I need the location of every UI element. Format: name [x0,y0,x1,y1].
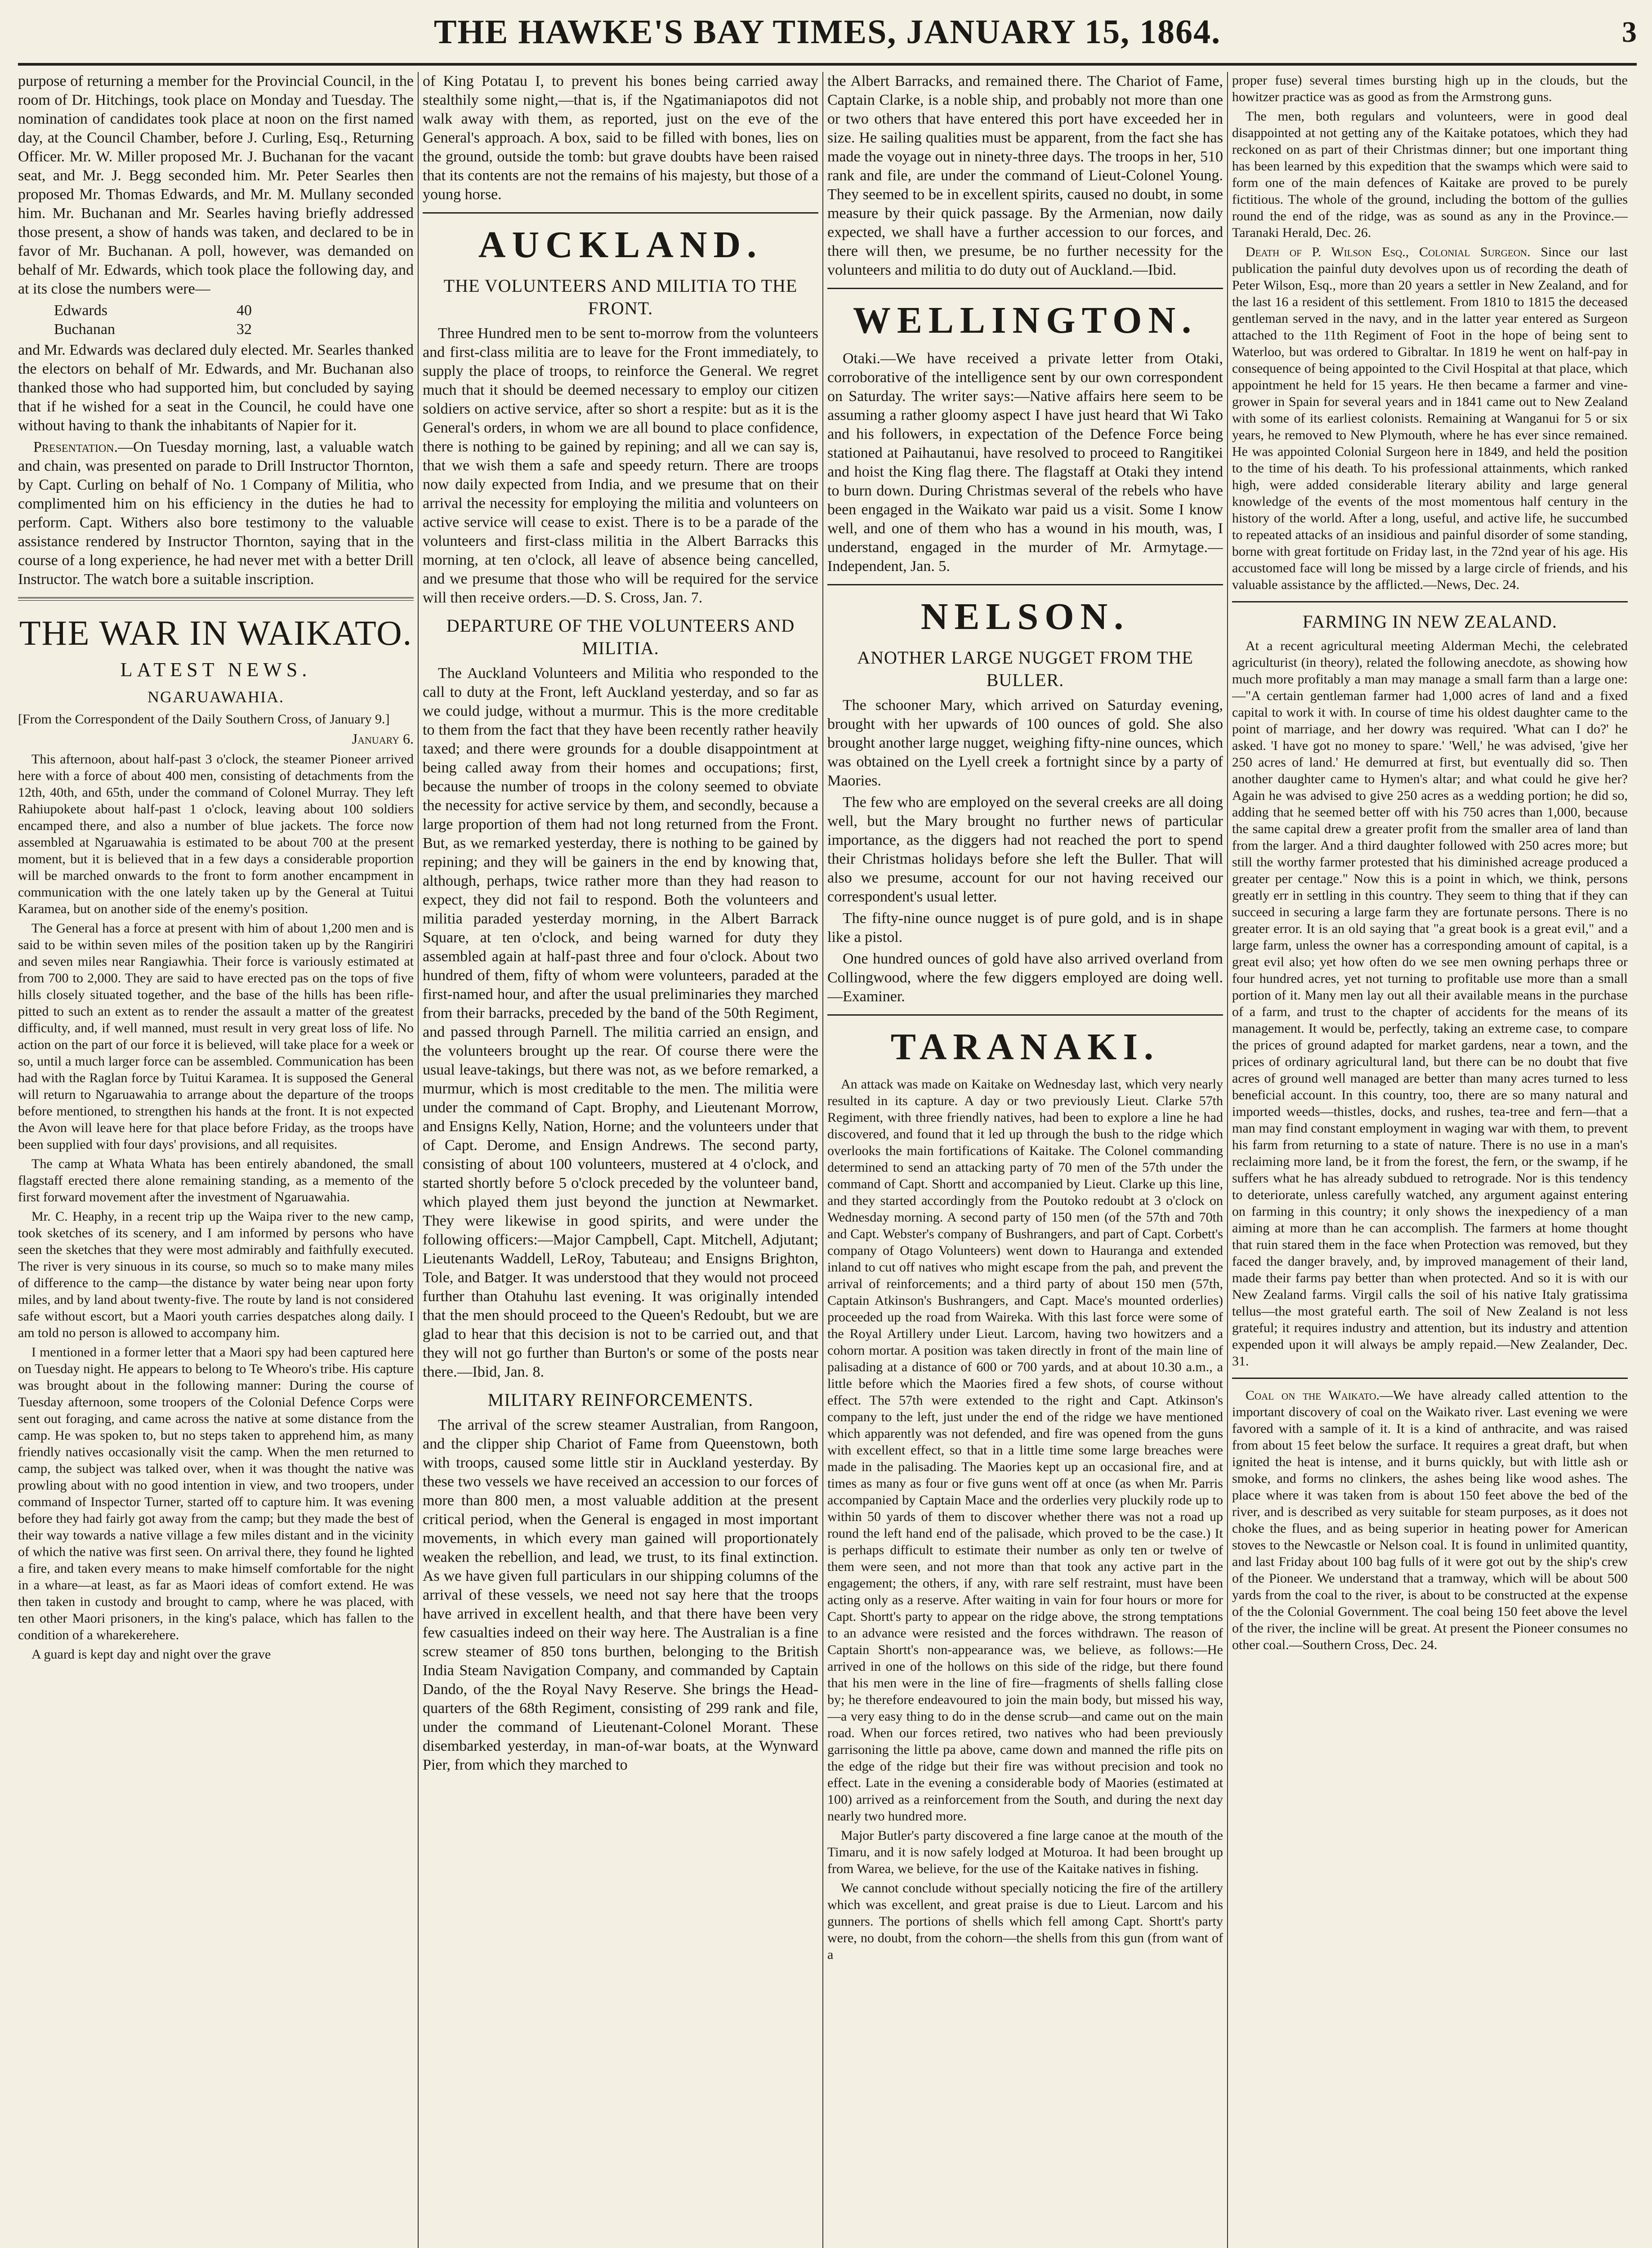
article-paragraph: The few who are employed on the several creeks are all doing well, but the Mary brought no further news of particular importance, as the diggers had not reached the port to spend their Christmas holidays before she left the Buller. That will also we presume, account for our not having received our correspondent's usual letter. [827,794,1223,905]
candidate-name: Edwards [54,302,107,319]
poll-results [54,301,414,339]
section-rule [1232,601,1628,602]
column-1 [18,72,414,2248]
item-lead: Coal on the Waikato. [1246,1388,1380,1403]
dateline: January 6. [352,731,414,747]
election-article-continued: and Mr. Edwards was declared duly elected. Mr. Searles thanked the electors on behalf of Mr. Edwards, and Mr. Buchanan also thanked those who had supported him, but concluded by saying that if he wished for a seat in the Council, he could have one without having to thank the inhabitants of Napier for it. [18,342,414,434]
war-paragraph-continued: of King Potatau I, to prevent his bones being carried away stealthily some night,—that is, if the Ngatimaniapotos did not walk away with them, as reported, just on the eve of the General's approach. A box, said to be filled with bones, lies on the ground, outside the tomb: but grave doubts have been raised that its contents are not the remains of his majesty, but those of a young horse. [423,73,818,203]
poll-row [54,320,252,339]
column-rule [418,72,419,2248]
article-paragraph: Otaki.—We have received a private letter from Otaki, corroborative of the intelligence sent by our own correspondent on Saturday. The writer says:—Native affairs here seem to be assuming a rather gloomy aspect I have just heard that Wi Tako and his followers, in expectation of the Defence Force being stationed at Paihautanui, have resolved to proceed to Rangitikei and hoist the King flag there. The flagstaff at Otaki they intend to burn down. During Christmas several of the rebels who have been engaged in the Waikato war paid us a visit. Some I know well, and one of them who has a wound in his mouth, was, I understand, engaged in the murder of Mr. Armytage.—Independent, Jan. 5. [827,350,1223,575]
article-continued: the Albert Barracks, and remained there. The Chariot of Fame, Captain Clarke, is a noble ship, and probably not more than one or two others that have entered this port have exceeded her in size. He sailing qualities must be apparent, from the fact she has made the voyage out in ninety-three days. The troops in her, 510 rank and file, are under the command of Lieut-Colonel Young. They seemed to be in excellent spirits, caused no doubt, in some measure by their quick passage. By the Armenian, now daily expected, we shall have a further accession to our forces, and there will then, we presume, be no further necessity for the volunteers and militia to do duty out of Auckland.—Ibid. [827,73,1223,278]
section-rule [18,597,414,601]
article-heading: THE VOLUNTEERS AND MILITIA TO THE FRONT. [443,276,798,318]
war-paragraph: Mr. C. Heaphy, in a recent trip up the Waipa river to the new camp, took sketches of its scenery, and I am informed by persons who have seen the sketches that they were most admirably and faithfully executed. The river is very sinuous in its course, so much so to make many miles of difference to the camp—the distance by water being near upon forty miles, and by land about twenty-five. The route by land is not considered safe without escort, but a Maori youth carries despatches along daily. I am told no person is allowed to accompany him. [18,1209,414,1340]
item-lead: Presentation. [33,439,118,455]
column-rule [1227,72,1228,2248]
column-rule [822,72,823,2248]
byline: [From the Correspondent of the Daily Southern Cross, of January 9.] [18,712,390,727]
war-paragraph: The camp at Whata Whata has been entirely abandoned, the small flagstaff erected there alone remaining standing, as a memento of the first forward movement after the investment of Ngaruawahia. [18,1156,414,1204]
item-text: Since our last publication the painful duty devolves upon us of recording the death of Peter Wilson, Esq., more than 20 years a settler in New Zealand, and for the last 16 a resident of this settlement. From 1810 to 1815 the deceased gentleman served in the navy, and in the latter year entered as Surgeon attached to the 11th Regiment of Foot in the hope of being sent to Waterloo, but was ordered to Gibraltar. In 1819 he went on half-pay in consequence of being appointed to the Civil Hospital at that place, which appointment he held for 15 years. He then became a farmer and vine-grower in Spain for several years and in 1841 came out to New Zealand with some of its earliest colonists. Remaining at Wanganui for 5 or six years, he removed to New Plymouth, where he has ever since remained. He was appointed Colonial Surgeon here in 1849, and held the position to the time of his death. To his professional attainments, which ranked high, were added considerable literary ability and large general knowledge of the events of the most momentous half century in the history of the world. After a long, useful, and active life, he succumbed to repeated attacks of an insidious and painful disorder of some standing, borne with great fortitude on Friday last, in the 72nd year of his age. His accustomed face will long be missed by a large circle of friends, and his valuable assistance by the afflicted.—News, Dec. 24. [1232,245,1628,592]
war-paragraph: A guard is kept day and night over the grave [31,1647,271,1662]
column-2 [423,72,818,2248]
article-heading: FARMING IN NEW ZEALAND. [1303,611,1557,632]
article-paragraph: The fifty-nine ounce nugget is of pure gold, and is in shape like a pistol. [827,910,1223,946]
article-paragraph: We cannot conclude without specially noticing the fire of the artillery which was excellent, and great praise is due to Lieut. Larcom and his gunners. The portions of shells which fell among Capt. Shortt's party were, no doubt, from the cohorn—the shells from this gun (from want of a [827,1881,1223,1962]
article-paragraph: An attack was made on Kaitake on Wednesday last, which very nearly resulted in its capture. A day or two previously Lieut. Clarke 57th Regiment, with three friendly natives, had been to explore a line he had discovered, and found that it led up through the bush to the ridge which overlooks the main fortifications of Kaitake. The Colonel commanding determined to send an attacking party of 70 men of the 57th under the command of Capt. Shortt and accompanied by Lieut. Clarke up this line, and they started accordingly from the Poutoko redoubt at 3 o'clock on Wednesday morning. A second party of 150 men (of the 57th and 70th and Capt. Webster's company of Bushrangers, and part of Capt. Corbett's company of Otago Volunteers) went down to Hauranga and extended inland to cut off natives who might escape from the pah, and prevent the arrival of reinforcements; and a third party of about 150 men (57th, Captain Atkinson's Bushrangers, and Capt. Mace's mounted orderlies) proceeded up the road from Waireka. With this last force were some of the Royal Artillery under Lieut. Larcom, having two howitzers and a cohorn mortar. A position was taken directly in front of the main line of palisading at a distance of 600 or 700 yards, and at about 10.30 a.m., a little before which the Maories fired a few shots, of course without effect. The 57th were extended to the right and Capt. Atkinson's company to the left, just under the end of the ridge we have mentioned which apparently was not defended, and fire was opened from the guns with excellent effect, so that in a little time some large breaches were made in the palisading. The Maories kept up an occasional fire, and at times as many as four or five guns went off at once (as when Mr. Parris accompanied by Captain Mace and the orderlies very pluckily rode up to within 50 yards of them to discover whether there was not a road up round the left hand end of the palisade, which proved to be the case.) It is perhaps difficult to estimate their number as only ten or twelve of them were seen, and not more than that took any active part in the engagement; the others, if any, with rare self restraint, must have been acting only as a reserve. After waiting in vain for four hours or more for Capt. Shortt's party to appear on the ridge above, the strong temptations to an advance were resisted and the forces withdrawn. The reason of Captain Shortt's non-appearance was, we believe, as follows:—He arrived in one of the hollows on this side of the ridge, but there found that his men were in the line of fire—fragments of shells falling close by; he therefore endeavoured to join the main body, but missed his way,—a very easy thing to do in the dense scrub—and came out on the main road. When our forces retired, two natives who had been previously garrisoning the little pa above, came down and manned the rifle pits on the edge of the ridge but their fire was without precision and took no effect. Late in the evening a considerable body of Maories (estimated at 100) arrived as a reinforcement from the South, and during the next day nearly two hundred more. [827,1077,1223,1824]
article-heading: MILITARY REINFORCEMENTS. [487,1390,754,1410]
article-heading: ANOTHER LARGE NUGGET FROM THE BULLER. [857,647,1193,690]
item-lead: Death of P. Wilson Esq., Colonial Surgeon. [1246,245,1531,259]
item-text: —We have already called attention to the important discovery of coal on the Waikato river. Last evening we were favored with a sample of it. It is a kind of anthracite, and was raised from about 15 feet below the surface. It requires a great draft, but when ignited the heat is intense, and it burns quickly, but with little ash or smoke, and forms no clinkers, the ashes being like wood ashes. The place where it was taken from is about 150 feet above the bed of the river, and is described as very suitable for steam purposes, as it does not choke the flues, and as being superior in heating power for American stoves to the Newcastle or Nelson coal. It is found in unlimited quantity, and last Friday about 100 bag fulls of it were got out by the ship's crew of the Pioneer. We understand that a tramway, which will be about 500 yards from the coal to the river, is about to be constructed at the expense of the the Colonial Government. The coal being 150 feet above the level of the river, the incline will be great. At present the Pioneer consumes no other coal.—Southern Cross, Dec. 24. [1232,1388,1628,1652]
obituary-item [1232,244,1628,593]
war-paragraph: This afternoon, about half-past 3 o'clock, the steamer Pioneer arrived here with a force of about 400 men, consisting of detachments from the 12th, 40th, and 65th, under the command of Colonel Murray. They left Rahiupokete about half-past 1 o'clock, leaving about 100 soldiers encamped there, and also a number of blue jackets. The force now assembled at Ngaruawahia is estimated to be about 700 at the present moment, but it is believed that in a few days a considerable proportion will be marched onwards to the front to form another encampment in communication with the one lately taken up by the General at Tuitui Karamea, but on another side of the enemy's position. [18,752,414,916]
section-heading-wellington: WELLINGTON. [853,299,1198,341]
vote-count: 40 [237,302,252,319]
presentation-item [18,438,414,589]
place-heading: NGARUAWAHIA. [147,688,285,706]
article-heading: DEPARTURE OF THE VOLUNTEERS AND MILITIA. [446,616,795,658]
coal-item [1232,1387,1628,1653]
section-heading-auckland: AUCKLAND. [478,224,763,266]
article-paragraph: At a recent agricultural meeting Alderman Mechi, the celebrated agriculturist (in theory), related the following anecdote, as showing how much more profitably a man may manage a small farm than a large one:—"A certain gentleman farmer had 1,000 acres of land and a fixed capital to work it with. In course of time his oldest daughter came to the point of marriage, and her dowry was required. 'What can I do?' he asked. 'I have got no money to spare.' 'Well,' he was advised, 'give her 250 acres of land.' He demurred at first, but eventually did so. Then another daughter came to Hymen's altar; and what could he give her? Again he was advised to give 250 acres as a wedding portion; he did so, adding that he seemed better off with his 750 acres than 1,000, because the same capital drew a greater profit from the smaller area of land than from the larger. And a third daughter followed with 250 acres more; but still the worthy farmer protested that his diminished acreage produced a greater per centage." Now this is a point in which, we think, persons greatly err in settling in this country. They seem to thing that if they can succeed in securing a large farm they are fortunate persons. There is no greater error. It is an old saying that "a great book is a great evil," and a large farm, unless the owner has a corresponding amount of capital, is a great evil also; yet how often do we see men owning perhaps three or four hundred acres, yet not turning to profitable use more than a small portion of it. Many men lay out all their available means in the purchase of a farm, and trust to the chapter of accidents for the means of its management. It would be, perfectly, taking an extreme case, to compare the prices of ground adapted for market gardens, near a town, and the prices of ordinary agricultural land, but there can be no doubt that five acres of ground well managed are better than many acres turned to less beneficial account. In this country, too, there are so many natural and imported weeds—thistles, docks, and rushes, tea-tree and fern—that a man may find constant employment in waging war with them, to prevent his farm from returning to a state of nature. There is no use in a man's reclaiming more land, be it from the forest, the fern, or the swamp, if he suffers what he has already subdued to retrograde. Nor is this tendency to deteriorate, unless carefully watched, any argument against entering on farming in this country; it only shows the inexpediency of a man aiming at more than he can accomplish. The farmers at home thought that ruin stared them in the face when Protection was removed, but they faced the danger bravely, and, by improved management of their land, made their farms pay better than when protected. And so it is with our New Zealand farms. Virgil calls the soil of his native Italy gratissima tellus—the most grateful earth. The soil of New Zealand is not less grateful; it requires industry and attention, but its industry and attention expended upon it will always be amply repaid.—New Zealander, Dec. 31. [1232,638,1628,1369]
item-text: —On Tuesday morning, last, a valuable watch and chain, was presented on parade to Drill Instructor Thornton, by Capt. Curling on behalf of No. 1 Company of Militia, who complimented him on his efficiency in the duties he had to perform. Capt. Withers also bore testimony to the valuable assistance rendered by Instructor Thornton, saying that in the course of a long experience, he had never met with a better Drill Instructor. The watch bore a suitable inscription. [18,439,414,588]
newspaper-title: THE HAWKE'S BAY TIMES, JANUARY 15, 1864. [433,13,1221,51]
section-heading-war: THE WAR IN WAIKATO. [19,613,413,652]
war-paragraph: The General has a force at present with him of about 1,200 men and is said to be within seven miles of the position taken up by the Rangiriri and seven miles near Rangiawhia. Their force is variously estimated at from 700 to 2,000. They are said to have erected pas on the tops of five hills closely situated together, and the base of the hills has been rifle-pitted to such an extent as to render the assault a matter of the greatest difficulty, and, if well manned, must result in very great loss of life. No action on the part of our force it is believed, will take place for a week or so, until a much larger force can be assembled. Communication has been had with the Raglan force by Tuitui Karamea. It is supposed the General will return to Ngaruawahia to arrange about the departure of the troops before mentioned, to strengthen his hands at the front. It is not expected the Avon will leave here for that place before Friday, as the troops have been supplied with four days' provisions, and all requisites. [18,921,414,1152]
masthead [18,9,1637,66]
article-paragraph: Three Hundred men to be sent to-morrow from the volunteers and first-class militia are to leave for the Front immediately, to supply the place of troops, to reinforce the General. We regret much that it should be deemed necessary to employ our citizen soldiers on active service, after so short a respite: but as it is the General's orders, in whom we are all bound to place confidence, there is nothing to be gained by repining; and all we can say is, that we wish them a safe and speedy return. There are troops now daily expected from India, and we presume that on their arrival the necessity for employing the militia and volunteers on active service will cease to exist. There is to be a parade of the volunteers and first-class militia in the Albert Barracks this morning, at ten o'clock, all leave of absence being cancelled, and we presume that those who will be required for the service will then receive orders.—D. S. Cross, Jan. 7. [423,325,818,606]
section-rule [827,584,1223,585]
section-heading-nelson: NELSON. [920,596,1130,638]
vote-count: 32 [237,321,252,338]
article-paragraph: The schooner Mary, which arrived on Saturday evening, brought with her upwards of 100 ounces of gold. She also brought another large nugget, weighing fifty-nine ounces, which was obtained on the Lyell creek a fortnight since by a party of Maories. [827,697,1223,789]
article-paragraph: The Auckland Volunteers and Militia who responded to the call to duty at the Front, left Auckland yesterday, and so far as we could judge, without a murmur. This is the more creditable to them from the fact that they have been recently rather heavily taxed; and there were grounds for a double disappointment at being called away from their homes and occupations; first, because the number of troops in the colony seemed to obviate the necessity for active service by them, and secondly, because a large proportion of them had not long returned from the Front. But, as we remarked yesterday, there is nothing to be gained by repining; and they will be gainers in the end by knowing that, although, perhaps, twice rather more than they had reason to expect, they did not fail to respond. Both the volunteers and militia paraded yesterday morning, in the Albert Barrack Square, at ten o'clock, and being warned for duty they assembled again at half-past three and four o'clock. About two hundred of them, fifty of whom were volunteers, paraded at the first-named hour, and after the usual preliminaries they marched from their barracks, preceded by the band of the 50th Regiment, and passed through Parnell. The militia carried an ensign, and the volunteers brought up the rear. Of course there were the usual leave-takings, but there was not, as we before remarked, a murmur, which is most creditable to the men. The militia were under the command of Capt. Brophy, and Lieutenant Morrow, and Ensigns Kelly, Nation, Horne; and the volunteers under that of Capt. Derome, and Ensign Andrews. The second party, consisting of about 100 volunteers, mustered at 4 o'clock, and started shortly before 5 o'clock preceded by the volunteer band, which played them just beyond the junction at Newmarket. They were likewise in good spirits, and were under the following officers:—Major Campbell, Capt. Mitchell, Adjutant; Lieutenants Waddell, LeRoy, Tabuteau; and Ensigns Brighton, Tole, and Batger. It was understood that they would not proceed further than Otahuhu last evening. It was originally intended that the men should proceed to the Queen's Redoubt, but we are glad to hear that this decision is not to be carried out, and that they will not go further than Burton's or some of the posts near there.—Ibid, Jan. 8. [423,665,818,1380]
candidate-name: Buchanan [54,321,115,338]
page-number: 3 [1622,16,1637,49]
election-article: purpose of returning a member for the Provincial Council, in the room of Dr. Hitchings, took place on Monday and Tuesday. The nomination of candidates took place at noon on the first named day, at the Council Chamber, before J. Curling, Esq., Returning Officer. Mr. W. Miller proposed Mr. J. Buchanan for the vacant seat, and Mr. J. Begg seconded him. Mr. Peter Searles then proposed Mr. Thomas Edwards, and Mr. M. Mullany seconded him. Mr. Buchanan and Mr. Searles having briefly addressed those present, a show of hands was taken, and declared to be in favor of Mr. Buchanan. A poll, however, was demanded on behalf of Mr. Edwards, which took place the following day, and at its close the numbers were— [18,73,414,297]
article-paragraph: Major Butler's party discovered a fine large canoe at the mouth of the Timaru, and it is now safely lodged at Moturoa. It had been brought up from Warea, we believe, for the use of the Kaitake natives in fishing. [827,1828,1223,1876]
section-rule [423,212,818,214]
sub-heading: LATEST NEWS. [120,659,312,681]
article-paragraph: The men, both regulars and volunteers, were in good deal disappointed at not getting any of the Kaitake potatoes, which they had reckoned on as part of their Christmas dinner; but one important thing has been learned by this expedition that the swamps which were said to form one of the main defences of Kaitake are proved to be purely fictitious. The whole of the ground, including the bottom of the gullies round the end of the ridge, was as sound as any in the Province.—Taranaki Herald, Dec. 26. [1232,109,1628,240]
section-heading-taranaki: TARANAKI. [890,1026,1160,1068]
section-rule [827,288,1223,289]
section-rule [1232,1378,1628,1379]
column-4 [1232,72,1628,2248]
article-paragraph: The arrival of the screw steamer Australian, from Rangoon, and the clipper ship Chariot of Fame from Queenstown, both with troops, caused some little stir in Auckland yesterday. By these two vessels we have received an accession to our forces of more than 800 men, a most valuable addition at the present critical period, when the General is engaged in most important movements, in which every man gained will proportionately weaken the rebellion, and lead, we trust, to its final extinction. As we have given full particulars in our shipping columns of the arrival of these vessels, we need not say here that the troops have arrived in excellent health, and that there have been very few casualties indeed on their way here. The Australian is a fine screw steamer of 850 tons burthen, belonging to the British India Steam Navigation Company, and commanded by Captain Dando, of the the Royal Navy Reserve. She brings the Head-quarters of the 68th Regiment, consisting of 299 rank and file, under the command of Lieutenant-Colonel Morant. These disembarked yesterday, in man-of-war boats, at the Wynward Pier, from which they marched to [423,1417,818,1773]
column-3 [827,72,1223,2248]
war-paragraph: I mentioned in a former letter that a Maori spy had been captured here on Tuesday night. He appears to belong to Te Wheoro's tribe. His capture was brought about in the following manner: During the course of Tuesday afternoon, some troopers of the Colonial Defence Corps were sent out foraging, and came across the native at some distance from the camp. He was spoken to, but no steps taken to apprehend him, as many friendly natives occasionally visit the camp. When the men returned to camp, the subject was talked over, when it was thought the native was prowling about with no good intention in view, and two troopers, under command of Inspector Turner, started off to capture him. It was evening before they had fairly got away from the camp; but they made the best of their way towards a native village a few miles distant and in the vicinity of which the native was first seen. On arrival there, they found he lighted a fire, and taken every means to make himself comfortable for the night in a whare—at least, as far as Maori ideas of comfort extend. He was then taken in custody and brought to camp, where he was placed, with ten other Maori prisoners, in the king's palace, which has fallen to the condition of a wharekerehere. [18,1345,414,1642]
section-rule [827,1014,1223,1016]
article-paragraph: One hundred ounces of gold have also arrived overland from Collingwood, where the few diggers employed are doing well.—Examiner. [827,950,1223,1005]
poll-row [54,301,252,320]
article-continued: proper fuse) several times bursting high up in the clouds, but the howitzer practice was as good as from the Armstrong guns. [1232,73,1628,104]
